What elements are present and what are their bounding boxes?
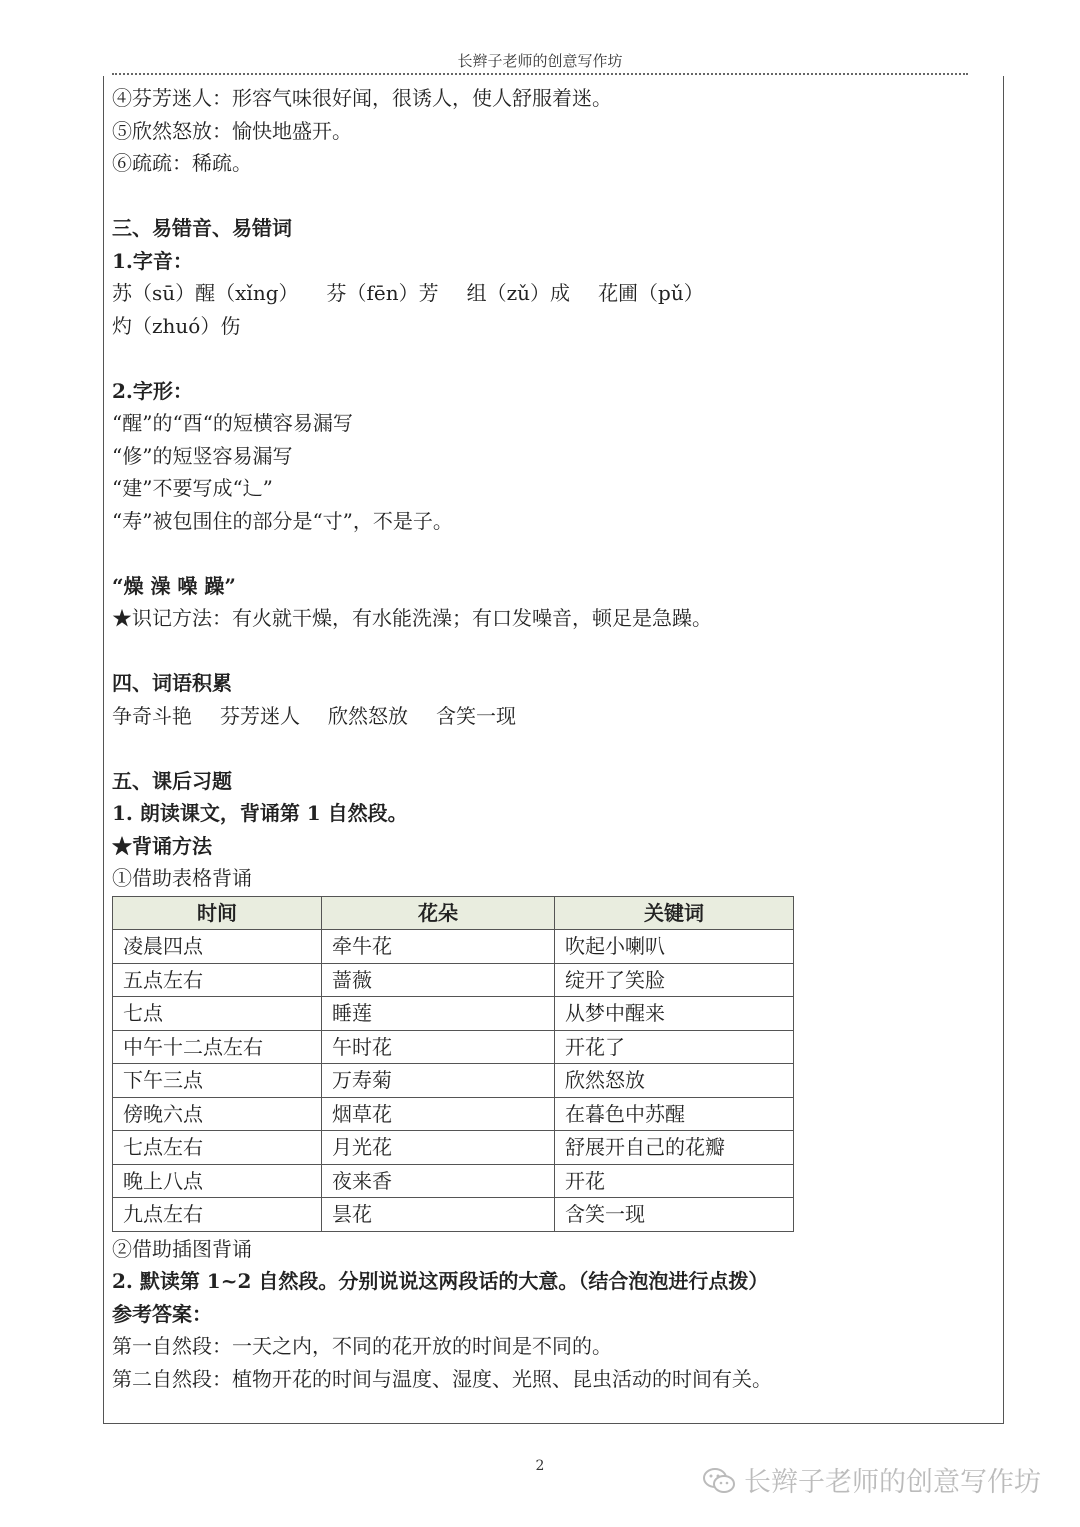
glyph-note: “修”的短竖容易漏写	[112, 443, 293, 468]
table-row	[113, 930, 794, 964]
cell-keyword: 开花了	[555, 1030, 794, 1064]
answer-1: 第一自然段：一天之内，不同的花开放的时间是不同的。	[112, 1334, 612, 1358]
pronunciation-line-1	[112, 277, 992, 310]
header-rule	[112, 73, 968, 75]
cell-time: 九点左右	[113, 1198, 322, 1232]
section-4-title: 四、词语积累	[112, 671, 232, 695]
content	[112, 82, 992, 1395]
cell-keyword: 开花	[555, 1164, 794, 1198]
glyph-note: “建”不要写成“辶”	[112, 476, 273, 500]
column-header-time: 时间	[113, 896, 322, 930]
pron-item: 苏（sū）醒（xǐng）	[112, 281, 299, 305]
cell-flower: 午时花	[322, 1030, 555, 1064]
pronunciation-title: 1.字音：	[112, 248, 193, 273]
cell-keyword: 绽开了笑脸	[555, 963, 794, 997]
page-number: 2	[535, 1458, 545, 1474]
table-row	[113, 963, 794, 997]
definition-4: ④芬芳迷人：形容气味很好闻，很诱人，使人舒服着迷。	[112, 86, 612, 110]
memory-method: ★识记方法：有火就干燥，有水能洗澡；有口发噪音，顿足是急躁。	[112, 606, 712, 630]
table-row	[113, 997, 794, 1031]
question-2: 2. 默读第 1~2 自然段。分别说说这两段话的大意。（结合泡泡进行点拨）	[112, 1269, 769, 1293]
cell-keyword: 在暮色中苏醒	[555, 1097, 794, 1131]
recite-method-title: ★背诵方法	[112, 833, 212, 858]
cell-flower: 烟草花	[322, 1097, 555, 1131]
cell-time: 晚上八点	[113, 1164, 322, 1198]
watermark	[702, 1460, 1041, 1502]
method-2: ②借助插图背诵	[112, 1236, 252, 1261]
cell-time: 七点	[113, 997, 322, 1031]
similar-chars: “燥 澡 噪 躁”	[112, 573, 236, 598]
answer-title: 参考答案：	[112, 1301, 212, 1326]
cell-flower: 昙花	[322, 1198, 555, 1232]
recite-table	[112, 896, 794, 1232]
pron-item: 花圃（pǔ）	[598, 281, 704, 305]
cell-flower: 睡莲	[322, 997, 555, 1031]
definition-5: ⑤欣然怒放：愉快地盛开。	[112, 118, 352, 143]
table-row	[113, 1064, 794, 1098]
page-header: 长辫子老师的创意写作坊	[457, 52, 623, 70]
method-1: ①借助表格背诵	[112, 866, 252, 890]
cell-time: 凌晨四点	[113, 930, 322, 964]
cell-flower: 月光花	[322, 1131, 555, 1165]
cell-keyword: 吹起小喇叭	[555, 930, 794, 964]
section-3-title: 三、易错音、易错词	[112, 216, 292, 240]
table-row	[113, 1097, 794, 1131]
answer-2: 第二自然段：植物开花的时间与温度、湿度、光照、昆虫活动的时间有关。	[112, 1366, 772, 1391]
watermark-text: 长辫子老师的创意写作坊	[744, 1467, 1041, 1498]
question-1: 1. 朗读课文，背诵第 1 自然段。	[112, 801, 408, 825]
cell-keyword: 含笑一现	[555, 1198, 794, 1232]
pronunciation-line-2: 灼（zhuó）伤	[112, 313, 241, 338]
glyph-title: 2.字形：	[112, 378, 193, 403]
column-header-keyword: 关键词	[555, 896, 794, 930]
table-row	[113, 1164, 794, 1198]
word-item: 芬芳迷人	[220, 703, 300, 728]
cell-time: 下午三点	[113, 1064, 322, 1098]
definition-6: ⑥疏疏：稀疏。	[112, 151, 252, 175]
table-row	[113, 1030, 794, 1064]
pron-item: 组（zǔ）成	[466, 281, 571, 305]
glyph-note: “醒”的“酉“的短横容易漏写	[112, 411, 353, 435]
cell-time: 七点左右	[113, 1131, 322, 1165]
glyph-note: “寿”被包围住的部分是“寸”，不是子。	[112, 508, 453, 533]
word-item: 争奇斗艳	[112, 703, 192, 728]
column-header-flower: 花朵	[322, 896, 555, 930]
word-list	[112, 700, 992, 733]
table-row	[113, 1131, 794, 1165]
cell-keyword: 从梦中醒来	[555, 997, 794, 1031]
cell-time: 傍晚六点	[113, 1097, 322, 1131]
cell-flower: 牵牛花	[322, 930, 555, 964]
word-item: 含笑一现	[436, 703, 516, 728]
word-item: 欣然怒放	[328, 703, 408, 728]
cell-time: 中午十二点左右	[113, 1030, 322, 1064]
table-row	[113, 1198, 794, 1232]
table-header-row	[113, 896, 794, 930]
wechat-icon	[702, 1467, 736, 1502]
section-5-title: 五、课后习题	[112, 768, 232, 793]
cell-keyword: 舒展开自己的花瓣	[555, 1131, 794, 1165]
cell-time: 五点左右	[113, 963, 322, 997]
cell-flower: 蔷薇	[322, 963, 555, 997]
cell-keyword: 欣然怒放	[555, 1064, 794, 1098]
cell-flower: 夜来香	[322, 1164, 555, 1198]
pron-item: 芬（fēn）芳	[326, 281, 439, 305]
cell-flower: 万寿菊	[322, 1064, 555, 1098]
